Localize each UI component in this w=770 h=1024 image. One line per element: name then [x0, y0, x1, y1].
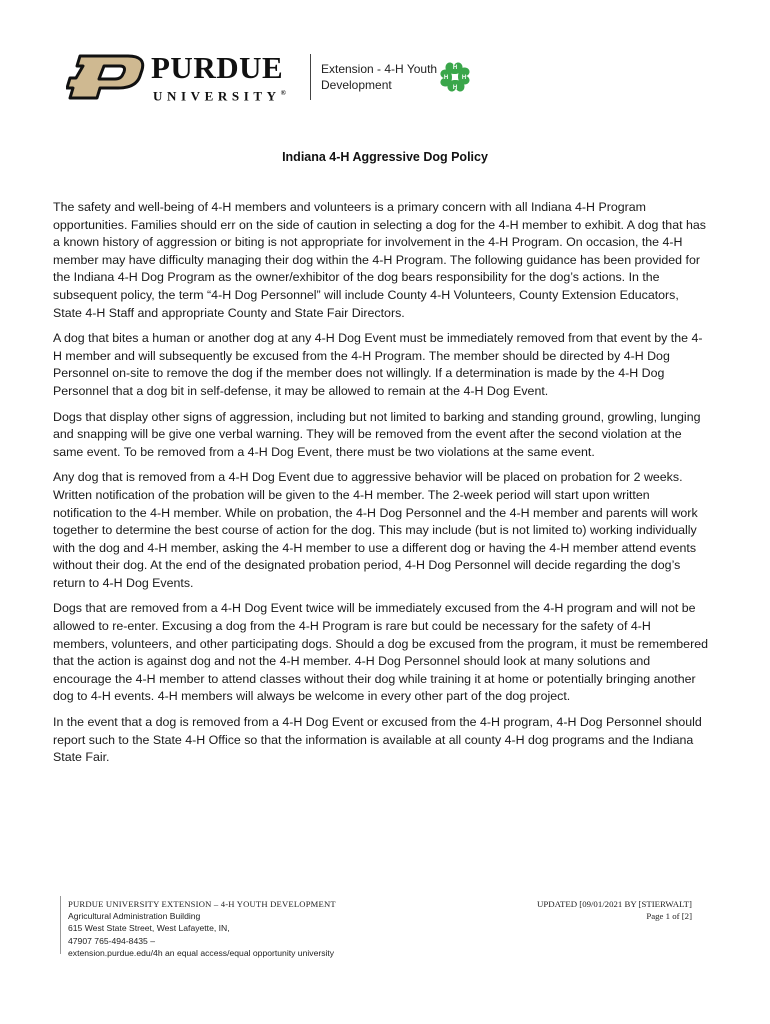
- svg-text:H: H: [452, 65, 458, 71]
- header: [66, 52, 486, 102]
- paragraph-intro: The safety and well-being of 4-H members and volunteers is a primary concern with all Indiana 4-H Program opportunities. Families should err on the side of caution in selecting a dog for the 4-H member to exhibit. A dog that has a known history of aggression or biting is not appropriate for involvement in the 4-H Program. On occasion, the 4-H member may have difficulty managing their dog within the 4-H Program. The following guidance has been provided for the Indiana 4-H Dog Program as the owner/exhibitor of the dog bears responsibility for the dog’s actions. In the subsequent policy, the term “4-H Dog Personnel” will include County 4-H Volunteers, County Extension Educators, State 4-H Staff and appropriate County and State Fair Directors.: [53, 200, 706, 320]
- footer-address-line2: 615 West State Street, West Lafayette, IN,: [68, 923, 230, 934]
- footer-address-line1: Agricultural Administration Building: [68, 911, 201, 922]
- extension-label-line1: Extension - 4-H Youth: [321, 62, 438, 76]
- logo-wordmark-top: PURDUE: [151, 50, 284, 85]
- footer-address-line3: 47907 765-494-8435 –: [68, 935, 155, 946]
- extension-label: [321, 61, 451, 93]
- paragraph-biting: A dog that bites a human or another dog at any 4-H Dog Event must be immediately removed from that event by the 4-H member and will subsequently be excused from the 4-H Program. The member should be directed by 4-H Dog Personnel on-site to remove the dog if the member does not willingly. If a determination is made by the 4-H Dog Personnel that a dog bit in self-defense, it may be allowed to remain at the 4-H Dog Event.: [53, 331, 703, 398]
- svg-text:H: H: [461, 75, 467, 81]
- paragraph-probation: Any dog that is removed from a 4-H Dog Event due to aggressive behavior will be placed on probation for 2 weeks. Written notification of the probation will be given to the 4-H member. The 2-week period will start upon written notification to the 4-H member. While on probation, the 4-H Dog Personnel and the 4-H member and parents will work together to determine the best course of action for the dog. This may include (but is not limited to) working individually with the dog and 4-H member, asking the 4-H member to use a different dog or having the 4-H member attend events without their dog. At the end of the designated probation period, 4-H Dog Personnel will decide regarding the dog’s return to 4-H Dog Events.: [53, 470, 698, 590]
- footer-meta: [432, 898, 692, 922]
- extension-label-line2: Development: [321, 78, 392, 92]
- footer-rule: [60, 896, 61, 954]
- svg-text:H: H: [452, 85, 458, 91]
- svg-text:H: H: [443, 75, 449, 81]
- footer-updated: UPDATED [09/01/2021 BY [STIERWALT]: [536, 899, 692, 909]
- body-text: [53, 199, 708, 775]
- logo-wordmark-bottom: UNIVERSITY®: [153, 88, 286, 104]
- paragraph-reporting: In the event that a dog is removed from a 4-H Dog Event or excused from the 4-H program, 4-H Dog Personnel should report such to the State 4-H Office so that the information is available at all county 4-H dog programs and the Indiana State Fair.: [53, 715, 702, 765]
- footer-address: [68, 898, 398, 959]
- purdue-p-logo: [66, 54, 146, 100]
- paragraph-excusal: Dogs that are removed from a 4-H Dog Event twice will be immediately excused from the 4-H program and will not be allowed to re-enter. Excusing a dog from the 4-H Program is rare but could be necessary for the safety of 4-H members, volunteers, and other participating dogs. Should a dog be excused from the program, it must be remembered that the action is against dog and not the 4-H member. 4-H Dog Personnel should look at many solutions and encourage the 4-H member to attend classes without their dog while training it at home or potentially bringing another dog to 4-H events. 4-H members will always be welcome in every other part of the dog project.: [53, 601, 708, 704]
- document-title: Indiana 4-H Aggressive Dog Policy: [282, 150, 488, 164]
- header-divider: [310, 54, 311, 100]
- footer-page-number: Page 1 of [2]: [646, 911, 692, 922]
- paragraph-aggression-signs: Dogs that display other signs of aggression, including but not limited to barking and standing ground, growling, lunging and snapping will be give one verbal warning. They will be removed from the event after the second violation at the same event. To be removed from a 4-H Dog Event, there must be two violations at the same event.: [53, 409, 701, 459]
- four-leaf-clover-icon: [438, 60, 472, 94]
- footer-org: PURDUE UNIVERSITY EXTENSION – 4-H YOUTH DEVELOPMENT: [68, 899, 336, 909]
- footer-address-line4: extension.purdue.edu/4h an equal access/equal opportunity university: [68, 947, 335, 958]
